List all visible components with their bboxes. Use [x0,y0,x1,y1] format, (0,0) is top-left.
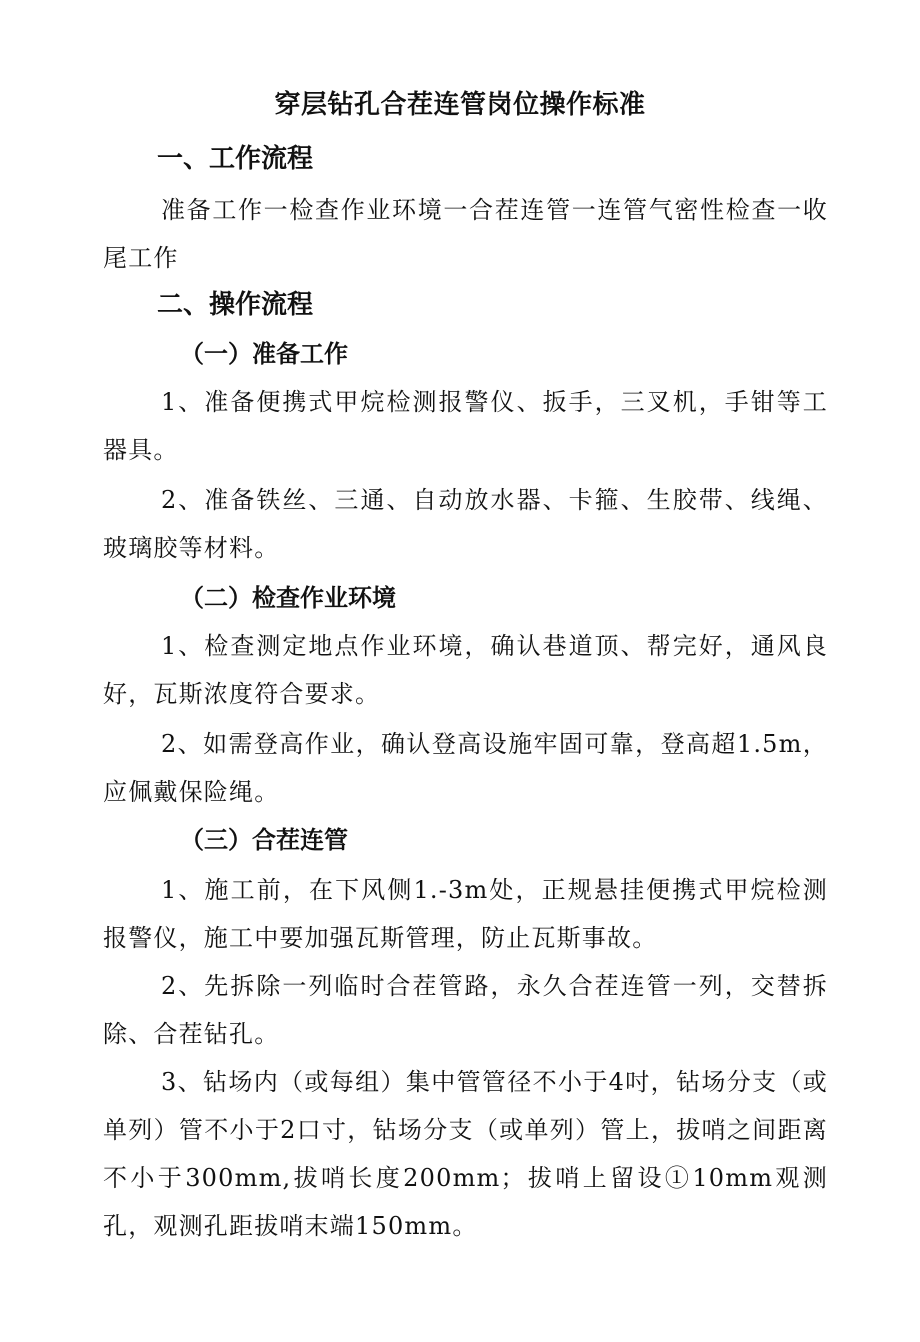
workflow-paragraph: 准备工作一检查作业环境一合茬连管一连管气密性检查一收尾工作 [103,196,828,272]
section-heading-workflow: 一、工作流程 [157,144,314,174]
subsection-heading-preparation: （一）准备工作 [180,340,348,368]
environment-item-1: 1、检查测定地点作业环境，确认巷道顶、帮完好，通风良好，瓦斯浓度符合要求。 [103,632,828,708]
connection-item-2: 2、先拆除一列临时合茬管路，永久合茬连管一列，交替拆除、合茬钻孔。 [103,972,828,1048]
subsection-heading-environment-check: （二）检查作业环境 [180,584,396,612]
preparation-item-2: 2、准备铁丝、三通、自动放水器、卡箍、生胶带、线绳、玻璃胶等材料。 [103,486,828,562]
subsection-heading-pipe-connection: （三）合茬连管 [180,826,348,854]
section-heading-operation: 二、操作流程 [157,290,314,320]
connection-item-1: 1、施工前，在下风侧1.-3m处，正规悬挂便携式甲烷检测报警仪，施工中要加强瓦斯管理，防止瓦斯事故。 [103,876,828,952]
connection-item-3: 3、钻场内（或每组）集中管管径不小于4吋，钻场分支（或单列）管不小于2口寸，钻场分支（或单列）管上，拔哨之间距离不小于300mm,拔哨长度200mm；拔哨上留设①10mm观测孔，观测孔距拔哨末端150mm。 [103,1068,828,1240]
document-title: 穿层钻孔合茬连管岗位操作标准 [274,90,646,120]
preparation-item-1: 1、准备便携式甲烷检测报警仪、扳手，三叉机，手钳等工器具。 [103,388,828,464]
environment-item-2: 2、如需登高作业，确认登高设施牢固可靠，登高超1.5m，应佩戴保险绳。 [103,730,828,806]
